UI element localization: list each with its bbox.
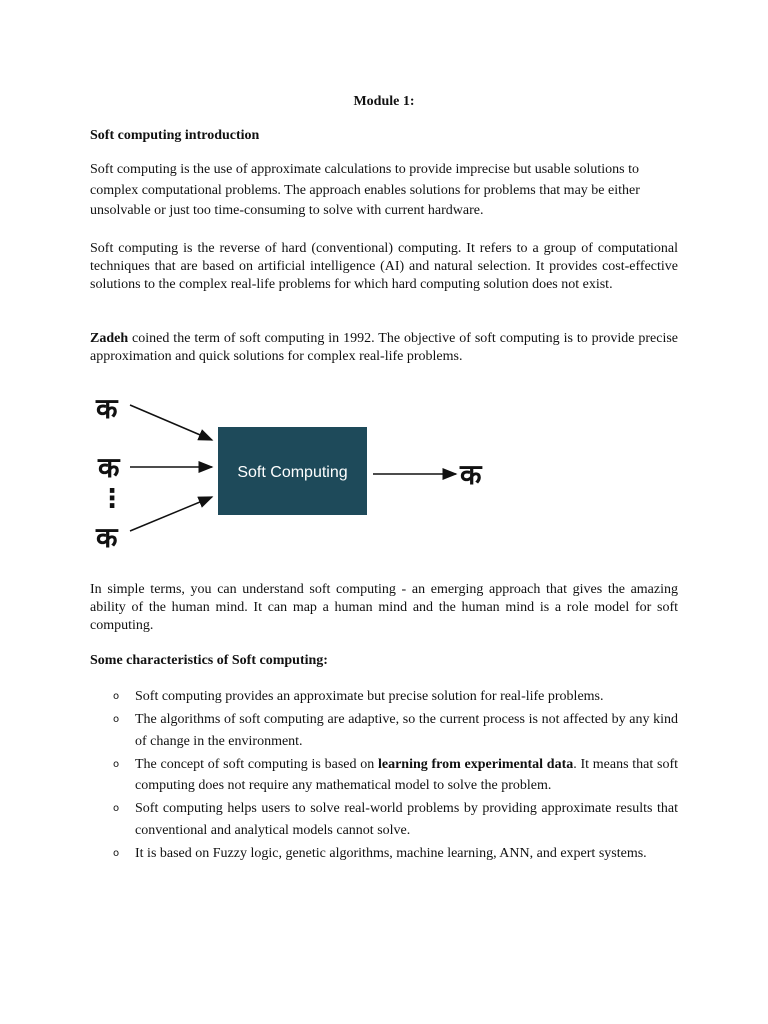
list-item-text-pre: The concept of soft computing is based on xyxy=(135,756,378,772)
arrow-input-3 xyxy=(130,497,212,531)
output-glyph: क xyxy=(460,458,482,491)
list-item xyxy=(90,754,678,797)
characteristics-list xyxy=(90,686,678,866)
bullet-circle-icon: o xyxy=(113,758,120,770)
list-item-text: It is based on Fuzzy logic, genetic algorithms, machine learning, ANN, and expert systems. xyxy=(135,845,647,861)
bullet-circle-icon: o xyxy=(113,691,120,702)
list-item xyxy=(90,843,678,865)
paragraph-zadeh xyxy=(90,330,678,366)
bullet-circle-icon: o xyxy=(113,714,120,725)
list-item xyxy=(90,686,678,708)
paragraph-hard-vs-soft: Soft computing is the reverse of hard (conventional) computing. It refers to a group of computational techniques that are based on artificial intelligence (AI) and natural selection. It provides cost-effective solutions to the complex real-life problems for which hard computing solution does not exist. xyxy=(90,241,678,292)
list-item xyxy=(90,709,678,752)
input-glyph-1: क xyxy=(96,392,118,425)
list-item-text: Soft computing helps users to solve real-world problems by providing approximate results that conventional and analytical models cannot solve. xyxy=(135,801,678,838)
soft-computing-diagram xyxy=(90,385,510,570)
input-glyph-2: क xyxy=(98,451,120,484)
list-item-text: The algorithms of soft computing are adaptive, so the current process is not affected by any kind of change in the environment. xyxy=(135,712,678,749)
characteristics-heading: Some characteristics of Soft computing: xyxy=(90,653,328,668)
list-item xyxy=(90,798,678,841)
ellipsis-vertical: ⋮ xyxy=(99,484,125,514)
module-title: Module 1: xyxy=(353,94,415,109)
paragraph-simple-terms: In simple terms, you can understand soft computing - an emerging approach that gives the amazing ability of the human mind. It can map a human mind and the human mind is a role model for soft computing. xyxy=(90,582,678,633)
bullet-circle-icon: o xyxy=(113,847,120,859)
section-heading: Soft computing introduction xyxy=(90,128,260,143)
list-item-text-post: . It means that soft computing does not require any mathematical model to solve the problem. xyxy=(135,756,678,793)
list-item-text: Soft computing provides an approximate but precise solution for real-life problems. xyxy=(135,689,604,704)
bullet-circle-icon: o xyxy=(113,803,120,814)
box-label: Soft Computing xyxy=(237,464,348,481)
diagram-svg xyxy=(90,385,510,565)
list-item-text-bold: learning from experimental data xyxy=(377,756,574,772)
arrow-input-1 xyxy=(130,405,212,440)
zadeh-text: coined the term of soft computing in 1992. The objective of soft computing is to provide precise approximation and quick solutions for complex real-life problems. xyxy=(90,331,678,364)
zadeh-name: Zadeh xyxy=(90,331,129,346)
paragraph-definition: Soft computing is the use of approximate calculations to provide imprecise but usable solutions to complex computational problems. The approach enables solutions for problems that may be either unsolvable or just too time-consuming to solve with current hardware. xyxy=(90,162,640,218)
input-glyph-3: क xyxy=(96,521,118,554)
